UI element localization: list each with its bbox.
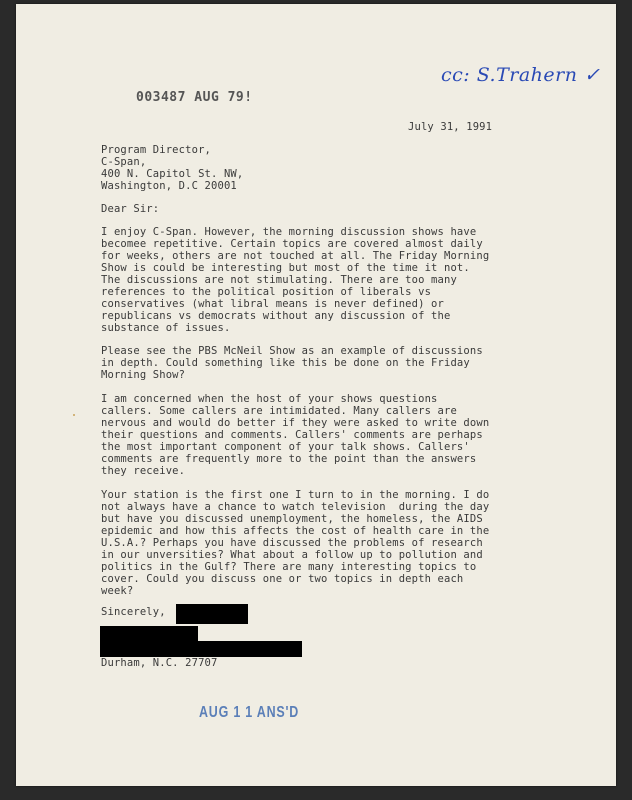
- body-line: references to the political position of liberals vs: [101, 286, 432, 298]
- letter-page: [16, 4, 616, 786]
- body-line: week?: [101, 585, 134, 597]
- body-line: in depth. Could something like this be done on the Friday: [101, 357, 470, 369]
- body-line: the most important component of your talk shows. Callers': [101, 441, 470, 453]
- body-line: I am concerned when the host of your shows questions: [101, 393, 438, 405]
- body-line: I enjoy C-Span. However, the morning discussion shows have: [101, 226, 477, 238]
- letter-date: July 31, 1991: [408, 121, 493, 133]
- body-line: Please see the PBS McNeil Show as an example of discussions: [101, 345, 483, 357]
- body-line: they receive.: [101, 465, 186, 477]
- salutation: Dear Sir:: [101, 203, 160, 215]
- body-line: but have you discussed unemployment, the homeless, the AIDS: [101, 513, 483, 525]
- handwritten-cc-note: cc: S.Trahern ✓: [441, 64, 601, 86]
- body-line: Show is could be interesting but most of the time it not.: [101, 262, 470, 274]
- redaction-bar: [176, 604, 248, 624]
- body-line: Your station is the first one I turn to in the morning. I do: [101, 489, 490, 501]
- body-line: nervous and would do better if they were asked to write down: [101, 417, 490, 429]
- signature-city: Durham, N.C. 27707: [101, 657, 218, 669]
- body-line: conservatives (what libral means is never defined) or: [101, 298, 444, 310]
- body-line: substance of issues.: [101, 322, 231, 334]
- body-line: in our unversities? What about a follow up to pollution and: [101, 549, 483, 561]
- closing: Sincerely,: [101, 606, 166, 618]
- body-line: U.S.A.? Perhaps you have discussed the problems of research: [101, 537, 483, 549]
- address-line: C-Span,: [101, 156, 147, 168]
- body-line: Morning Show?: [101, 369, 186, 381]
- body-line: not always have a chance to watch television during the day: [101, 501, 490, 513]
- redaction-bar: [100, 626, 198, 642]
- body-line: becomee repetitive. Certain topics are covered almost daily: [101, 238, 483, 250]
- answered-date-stamp: AUG 1 1 ANS'D: [199, 704, 300, 721]
- body-line: callers. Some callers are intimidated. Many callers are: [101, 405, 457, 417]
- body-line: republicans vs democrats without any discussion of the: [101, 310, 451, 322]
- body-line: politics in the Gulf? There are many interesting topics to: [101, 561, 477, 573]
- body-line: their questions and comments. Callers' comments are perhaps: [101, 429, 483, 441]
- body-line: cover. Could you discuss one or two topics in depth each: [101, 573, 464, 585]
- body-line: epidemic and how this affects the cost of health care in the: [101, 525, 490, 537]
- address-line: Program Director,: [101, 144, 212, 156]
- body-line: The discussions are not stimulating. There are too many: [101, 274, 457, 286]
- address-line: Washington, D.C 20001: [101, 180, 237, 192]
- address-line: 400 N. Capitol St. NW,: [101, 168, 244, 180]
- received-number-stamp: 003487 AUG 79!: [136, 90, 253, 105]
- redaction-bar: [100, 641, 302, 657]
- paper-speck: [73, 414, 75, 416]
- body-line: for weeks, others are not touched at all. The Friday Morning: [101, 250, 490, 262]
- body-line: comments are frequently more to the point than the answers: [101, 453, 477, 465]
